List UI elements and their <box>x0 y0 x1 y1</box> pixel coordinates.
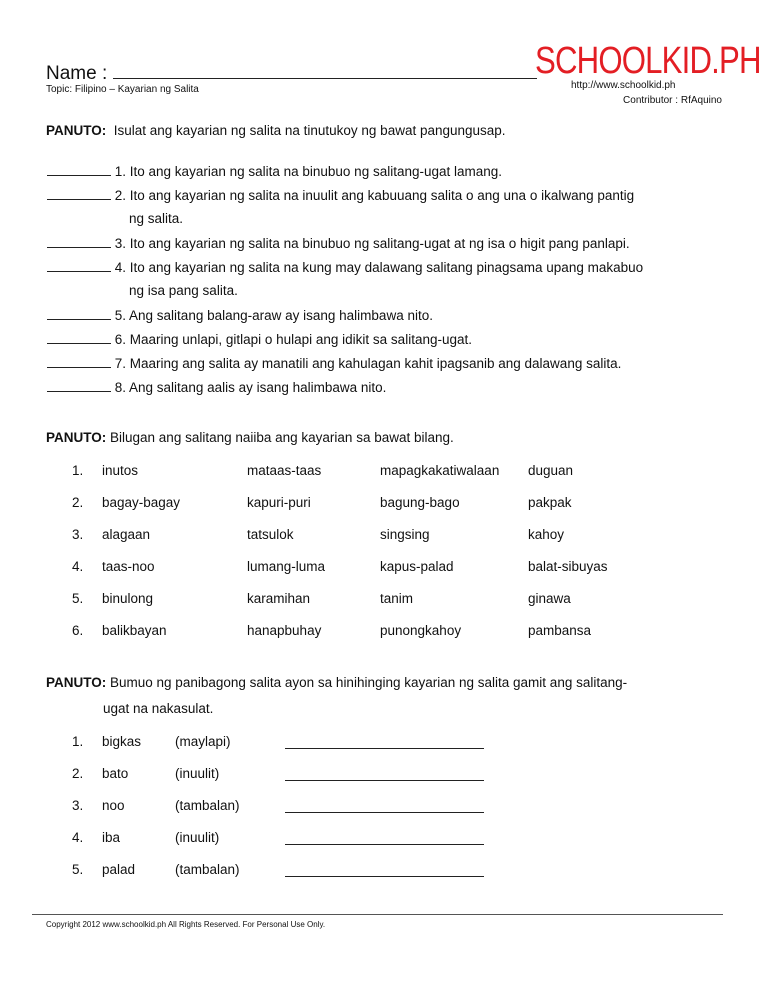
answer-blank[interactable] <box>47 379 111 392</box>
root-word: bato <box>102 766 129 781</box>
question-item <box>47 355 621 372</box>
word-choice[interactable]: mataas-taas <box>247 463 322 478</box>
panuto-label: PANUTO: <box>46 430 107 445</box>
answer-blank[interactable] <box>285 780 484 781</box>
word-choice[interactable]: pambansa <box>528 623 592 638</box>
row-number: 2. <box>72 766 84 781</box>
answer-blank[interactable] <box>47 307 111 320</box>
question-item <box>47 379 386 396</box>
word-choice[interactable]: lumang-luma <box>247 559 326 574</box>
section1-instruction <box>46 123 506 139</box>
word-choice[interactable]: taas-noo <box>102 559 155 574</box>
panuto-label: PANUTO: <box>46 123 107 138</box>
word-choice[interactable]: inutos <box>102 463 139 478</box>
word-choice[interactable]: tatsulok <box>247 527 294 542</box>
footer-divider <box>32 914 723 915</box>
question-item <box>47 163 502 180</box>
answer-blank[interactable] <box>285 876 484 877</box>
word-choice[interactable]: hanapbuhay <box>247 623 322 638</box>
word-type: (maylapi) <box>175 734 231 749</box>
answer-blank[interactable] <box>285 812 484 813</box>
answer-blank[interactable] <box>47 355 111 368</box>
question-item <box>47 259 643 276</box>
name-field <box>46 62 537 85</box>
word-type: (inuulit) <box>175 830 220 845</box>
question-cont: ng salita. <box>129 211 184 226</box>
word-choice[interactable]: balat-sibuyas <box>528 559 608 574</box>
answer-blank[interactable] <box>47 331 111 344</box>
name-blank[interactable] <box>113 62 537 79</box>
answer-blank[interactable] <box>47 235 111 248</box>
question-text: 4. Ito ang kayarian ng salita na kung may dalawang salitang pinagsama upang makabuo <box>114 260 644 275</box>
copyright: Copyright 2012 www.schoolkid.ph All Rights Reserved. For Personal Use Only. <box>46 920 326 929</box>
row-number: 1. <box>72 734 84 749</box>
word-type: (inuulit) <box>175 766 220 781</box>
word-choice[interactable]: balikbayan <box>102 623 167 638</box>
word-choice[interactable]: bagung-bago <box>380 495 460 510</box>
word-type: (tambalan) <box>175 862 240 877</box>
instruction-text: Isulat ang kayarian ng salita na tinutukoy ng bawat pangungusap. <box>113 123 506 138</box>
site-url: http://www.schoolkid.ph <box>571 80 676 91</box>
word-choice[interactable]: tanim <box>380 591 414 606</box>
row-number: 6. <box>72 623 84 638</box>
question-text: 2. Ito ang kayarian ng salita na inuulit ang kabuuang salita o ang una o ikalwang pantig <box>114 188 635 203</box>
word-choice[interactable]: karamihan <box>247 591 311 606</box>
row-number: 3. <box>72 527 84 542</box>
root-word: bigkas <box>102 734 142 749</box>
panuto-label: PANUTO: <box>46 675 107 690</box>
section3-instruction <box>46 675 627 691</box>
row-number: 3. <box>72 798 84 813</box>
root-word: iba <box>102 830 121 845</box>
word-choice[interactable]: bagay-bagay <box>102 495 181 510</box>
row-number: 4. <box>72 830 84 845</box>
root-word: noo <box>102 798 125 813</box>
row-number: 5. <box>72 862 84 877</box>
word-choice[interactable]: kapus-palad <box>380 559 454 574</box>
word-choice[interactable]: alagaan <box>102 527 151 542</box>
instruction-cont: ugat na nakasulat. <box>103 701 214 716</box>
answer-blank[interactable] <box>47 187 111 200</box>
contributor: Contributor : RfAquino <box>623 95 722 106</box>
row-number: 1. <box>72 463 84 478</box>
word-choice[interactable]: kapuri-puri <box>247 495 311 510</box>
question-cont: ng isa pang salita. <box>129 283 238 298</box>
question-text: 3. Ito ang kayarian ng salita na binubuo ng salitang-ugat at ng isa o higit pang panlapi. <box>114 236 630 251</box>
question-item <box>47 331 472 348</box>
root-word: palad <box>102 862 136 877</box>
question-text: 8. Ang salitang aalis ay isang halimbawa nito. <box>114 380 387 395</box>
word-choice[interactable]: singsing <box>380 527 430 542</box>
word-choice[interactable]: ginawa <box>528 591 571 606</box>
word-choice[interactable]: pakpak <box>528 495 572 510</box>
answer-blank[interactable] <box>47 163 111 176</box>
schoolkid-logo: SCHOOLKID.PH <box>535 40 761 82</box>
row-number: 2. <box>72 495 84 510</box>
row-number: 5. <box>72 591 84 606</box>
question-item <box>47 187 634 204</box>
answer-blank[interactable] <box>285 844 484 845</box>
name-label: Name : <box>46 63 108 84</box>
word-choice[interactable]: kahoy <box>528 527 565 542</box>
word-type: (tambalan) <box>175 798 240 813</box>
answer-blank[interactable] <box>285 748 484 749</box>
question-text: 6. Maaring unlapi, gitlapi o hulapi ang idikit sa salitang-ugat. <box>114 332 472 347</box>
question-item <box>47 307 433 324</box>
word-choice[interactable]: duguan <box>528 463 574 478</box>
word-choice[interactable]: punongkahoy <box>380 623 462 638</box>
question-text: 1. Ito ang kayarian ng salita na binubuo ng salitang-ugat lamang. <box>114 164 503 179</box>
topic: Topic: Filipino – Kayarian ng Salita <box>46 84 199 95</box>
row-number: 4. <box>72 559 84 574</box>
answer-blank[interactable] <box>47 259 111 272</box>
question-text: 5. Ang salitang balang-araw ay isang halimbawa nito. <box>114 308 433 323</box>
question-text: 7. Maaring ang salita ay manatili ang kahulagan kahit ipagsanib ang dalawang salita. <box>114 356 622 371</box>
section2-instruction <box>46 430 454 446</box>
instruction-text: Bumuo ng panibagong salita ayon sa hinihinging kayarian ng salita gamit ang salitang- <box>110 675 628 690</box>
instruction-text: Bilugan ang salitang naiiba ang kayarian sa bawat bilang. <box>110 430 454 445</box>
word-choice[interactable]: mapagkakatiwalaan <box>380 463 500 478</box>
question-item <box>47 235 630 252</box>
word-choice[interactable]: binulong <box>102 591 154 606</box>
